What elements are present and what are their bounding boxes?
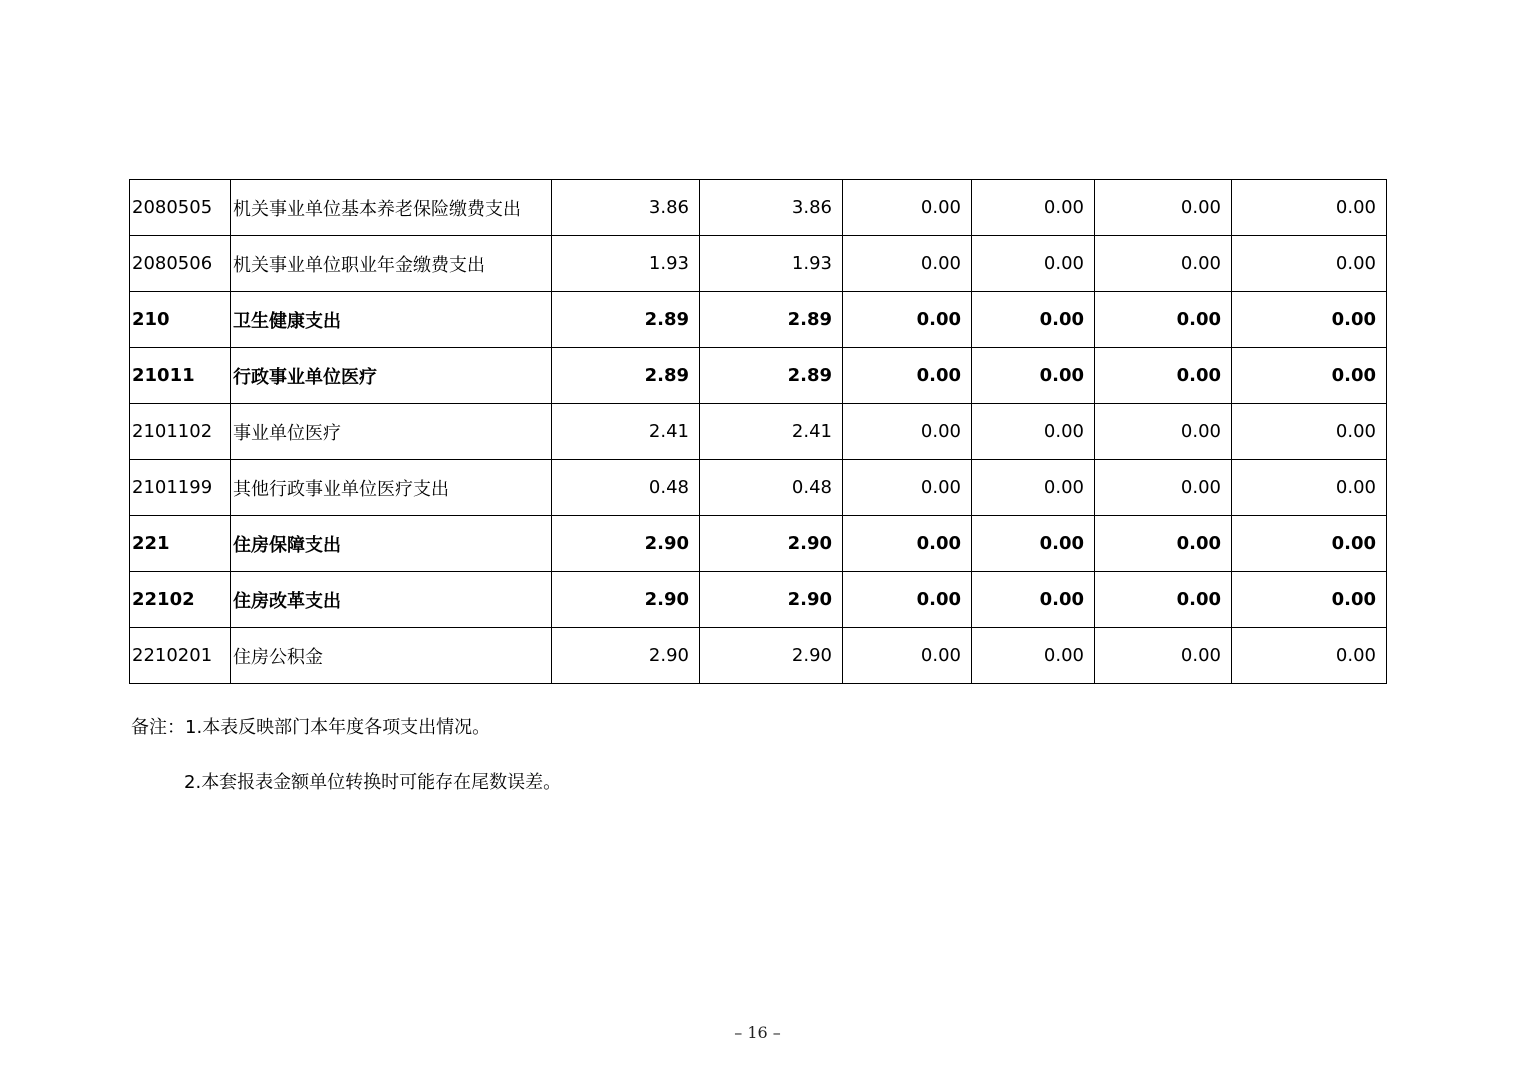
cell-value: 0.00 (1232, 460, 1387, 516)
cell-name: 卫生健康支出 (231, 292, 552, 348)
cell-value: 0.00 (843, 628, 972, 684)
cell-name: 行政事业单位医疗 (231, 348, 552, 404)
cell-value: 0.00 (1232, 404, 1387, 460)
cell-value: 0.00 (1095, 292, 1232, 348)
table-row (130, 572, 1387, 628)
cell-value: 0.00 (843, 460, 972, 516)
table-row (130, 628, 1387, 684)
cell-code: 21011 (130, 348, 231, 404)
table-row (130, 516, 1387, 572)
cell-name: 事业单位医疗 (231, 404, 552, 460)
cell-code: 2210201 (130, 628, 231, 684)
cell-value: 0.00 (1232, 628, 1387, 684)
cell-value: 0.00 (1232, 348, 1387, 404)
table-body (130, 180, 1387, 684)
cell-value: 0.00 (843, 180, 972, 236)
cell-value: 2.89 (700, 348, 843, 404)
cell-value: 0.00 (1232, 292, 1387, 348)
note-2-number: 2. (184, 772, 202, 793)
cell-code: 2101102 (130, 404, 231, 460)
note-1-number: 1. (185, 717, 203, 738)
cell-value: 0.00 (1095, 404, 1232, 460)
note-line-1 (131, 713, 490, 739)
cell-value: 0.00 (843, 292, 972, 348)
cell-value: 1.93 (700, 236, 843, 292)
cell-value: 0.00 (1095, 628, 1232, 684)
cell-value: 2.41 (552, 404, 700, 460)
cell-code: 2101199 (130, 460, 231, 516)
cell-value: 0.00 (972, 236, 1095, 292)
cell-name: 住房公积金 (231, 628, 552, 684)
note-1-text: 本表反映部门本年度各项支出情况。 (202, 717, 491, 738)
cell-value: 0.00 (843, 348, 972, 404)
note-prefix: 备注： (131, 717, 185, 738)
cell-value: 0.00 (843, 572, 972, 628)
cell-value: 0.00 (843, 404, 972, 460)
cell-code: 22102 (130, 572, 231, 628)
cell-value: 2.90 (700, 516, 843, 572)
cell-value: 2.90 (700, 572, 843, 628)
cell-value: 2.90 (552, 516, 700, 572)
cell-value: 0.00 (843, 236, 972, 292)
cell-value: 3.86 (700, 180, 843, 236)
page-number: – 16 – (734, 1023, 781, 1042)
cell-value: 0.00 (1232, 572, 1387, 628)
note-line-2 (184, 768, 561, 794)
table-row (130, 348, 1387, 404)
cell-value: 2.89 (552, 292, 700, 348)
cell-value: 0.00 (972, 348, 1095, 404)
cell-value: 3.86 (552, 180, 700, 236)
cell-value: 0.00 (1095, 180, 1232, 236)
cell-value: 0.00 (1232, 180, 1387, 236)
cell-value: 2.89 (552, 348, 700, 404)
table-row (130, 404, 1387, 460)
cell-code: 210 (130, 292, 231, 348)
cell-name: 机关事业单位基本养老保险缴费支出 (231, 180, 552, 236)
cell-name: 住房保障支出 (231, 516, 552, 572)
cell-value: 0.00 (1095, 236, 1232, 292)
cell-code: 2080505 (130, 180, 231, 236)
cell-value: 0.00 (972, 460, 1095, 516)
cell-value: 2.89 (700, 292, 843, 348)
cell-value: 0.00 (1232, 516, 1387, 572)
table-row (130, 180, 1387, 236)
cell-value: 2.90 (552, 572, 700, 628)
table-row (130, 460, 1387, 516)
cell-value: 0.00 (972, 516, 1095, 572)
cell-value: 1.93 (552, 236, 700, 292)
cell-value: 0.00 (843, 516, 972, 572)
cell-value: 2.90 (700, 628, 843, 684)
cell-name: 住房改革支出 (231, 572, 552, 628)
cell-name: 机关事业单位职业年金缴费支出 (231, 236, 552, 292)
note-2-text: 本套报表金额单位转换时可能存在尾数误差。 (201, 772, 562, 793)
cell-code: 221 (130, 516, 231, 572)
cell-value: 0.00 (972, 180, 1095, 236)
budget-expenditure-table (129, 179, 1387, 684)
cell-value: 0.00 (1095, 348, 1232, 404)
cell-value: 0.00 (1232, 236, 1387, 292)
cell-value: 0.00 (972, 628, 1095, 684)
cell-value: 0.00 (972, 404, 1095, 460)
cell-value: 0.00 (972, 292, 1095, 348)
table-row (130, 236, 1387, 292)
cell-value: 0.48 (700, 460, 843, 516)
cell-value: 0.00 (1095, 460, 1232, 516)
cell-value: 0.00 (1095, 516, 1232, 572)
cell-value: 2.90 (552, 628, 700, 684)
cell-value: 0.48 (552, 460, 700, 516)
table-row (130, 292, 1387, 348)
cell-code: 2080506 (130, 236, 231, 292)
cell-value: 0.00 (972, 572, 1095, 628)
cell-value: 2.41 (700, 404, 843, 460)
cell-value: 0.00 (1095, 572, 1232, 628)
cell-name: 其他行政事业单位医疗支出 (231, 460, 552, 516)
